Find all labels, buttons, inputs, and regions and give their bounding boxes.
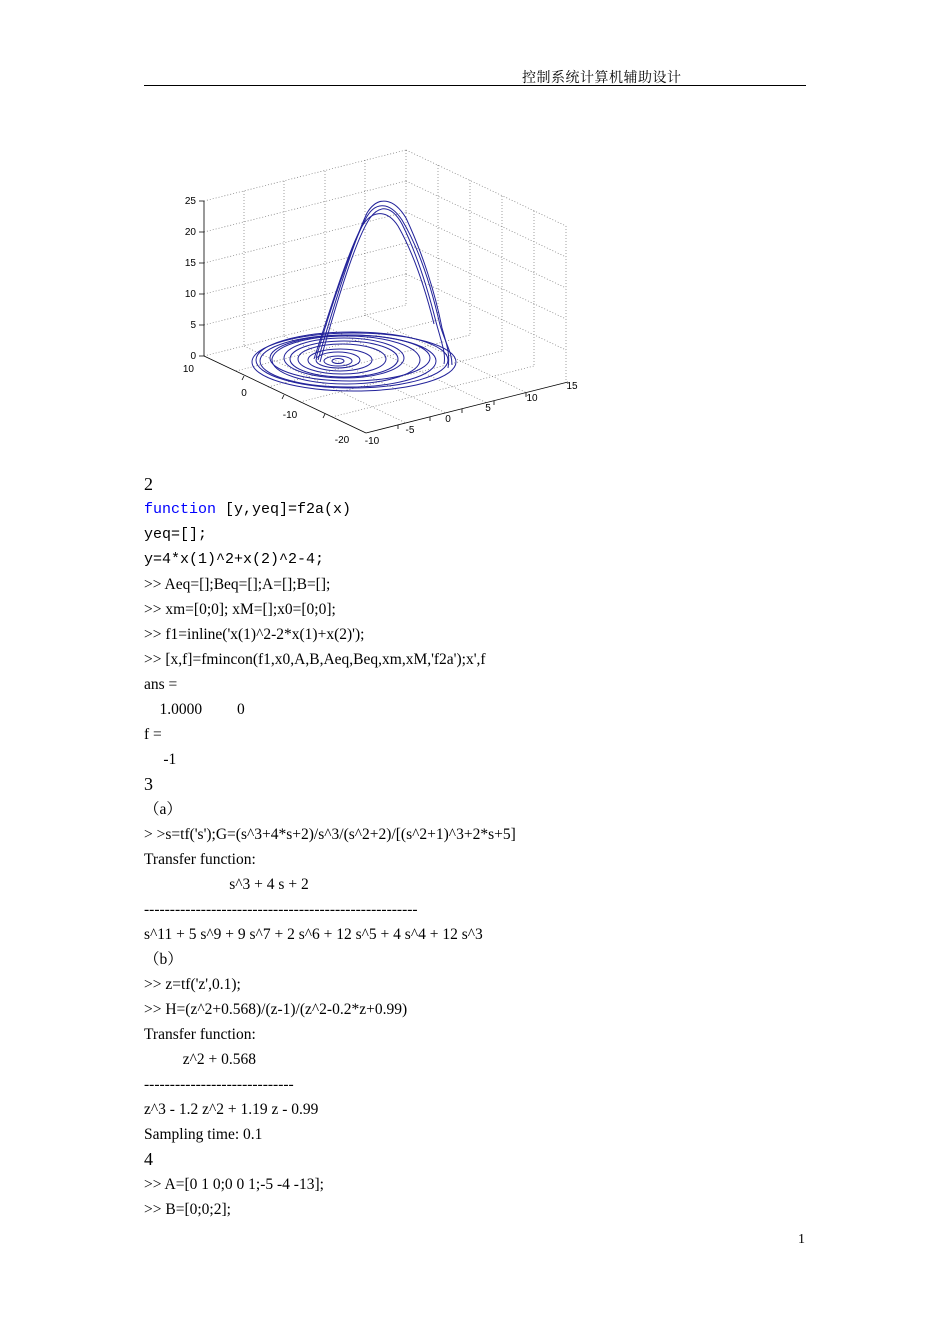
output-line: -1 [144, 751, 177, 768]
header-rule [144, 85, 806, 86]
output-line: ans = [144, 676, 178, 693]
command-line: >> z=tf('z',0.1); [144, 976, 241, 993]
subsection-label: （b） [144, 951, 183, 968]
output-line: f = [144, 726, 162, 743]
command-line: >> H=(z^2+0.568)/(z-1)/(z^2-0.2*z+0.99) [144, 1001, 408, 1018]
output-line: Sampling time: 0.1 [144, 1126, 263, 1143]
output-line: ----------------------------- [144, 1076, 294, 1093]
trajectory [252, 201, 456, 391]
command-line: >> f1=inline('x(1)^2-2*x(1)+x(2)'); [144, 626, 365, 643]
command-line: >> [x,f]=fmincon(f1,x0,A,B,Aeq,Beq,xm,xM,'f2a');x',f [144, 651, 486, 668]
z-tick-label: 20 [184, 227, 196, 238]
output-line: ----------------------------------------------------- [144, 901, 418, 918]
output-line: Transfer function: [144, 1026, 256, 1043]
grid-back-left [204, 150, 406, 346]
3d-trajectory-plot [170, 140, 600, 455]
y-tick-label: -5 [405, 425, 415, 436]
command-line: >> Aeq=[];Beq=[];A=[];B=[]; [144, 576, 331, 593]
z-tick-label: 0 [190, 351, 196, 362]
z-tick-label: 15 [184, 258, 196, 269]
x-tick-label: 0 [241, 388, 247, 399]
y-tick-label: 5 [485, 403, 491, 414]
section-number: 4 [144, 1149, 153, 1169]
page-number: 1 [798, 1232, 805, 1247]
output-line: z^2 + 0.568 [144, 1051, 257, 1068]
code-line [144, 497, 824, 522]
y-tick-label: 15 [566, 381, 578, 392]
x-tick-label: -10 [282, 410, 298, 421]
z-tick-label: 5 [190, 320, 196, 331]
y-tick-label: 0 [445, 414, 451, 425]
command-line: >> B=[0;0;2]; [144, 1201, 231, 1218]
y-axis [366, 382, 568, 433]
section-number: 3 [144, 774, 153, 794]
y-tick-label: 10 [526, 393, 538, 404]
output-line: 1.0000 0 [144, 701, 245, 718]
x-tick-label: 10 [182, 364, 194, 375]
code-line: yeq=[]; [144, 526, 208, 543]
output-line: s^3 + 4 s + 2 [144, 876, 309, 893]
section-number: 2 [144, 474, 153, 494]
output-line: Transfer function: [144, 851, 256, 868]
command-line: > >s=tf('s');G=(s^3+4*s+2)/s^3/(s^2+2)/[(s^2+1)^3+2*s+5] [144, 826, 516, 843]
code-keyword: function [144, 501, 217, 518]
code-line: y=4*x(1)^2+x(2)^2-4; [144, 551, 325, 568]
z-tick-label: 25 [184, 196, 196, 207]
header-title: 控制系统计算机辅助设计 [522, 70, 682, 86]
command-line: >> xm=[0;0]; xM=[];x0=[0;0]; [144, 601, 336, 618]
y-tick-label: -10 [364, 436, 380, 447]
command-line: >> A=[0 1 0;0 0 1;-5 -4 -13]; [144, 1176, 324, 1193]
content [144, 472, 824, 1222]
code-signature: [y,yeq]=f2a(x) [216, 501, 352, 518]
subsection-label: （a） [144, 801, 182, 818]
output-line: z^3 - 1.2 z^2 + 1.19 z - 0.99 [144, 1101, 319, 1118]
x-tick-label: -20 [334, 435, 350, 446]
z-tick-label: 10 [184, 289, 196, 300]
output-line: s^11 + 5 s^9 + 9 s^7 + 2 s^6 + 12 s^5 + 4 s^4 + 12 s^3 [144, 926, 483, 943]
